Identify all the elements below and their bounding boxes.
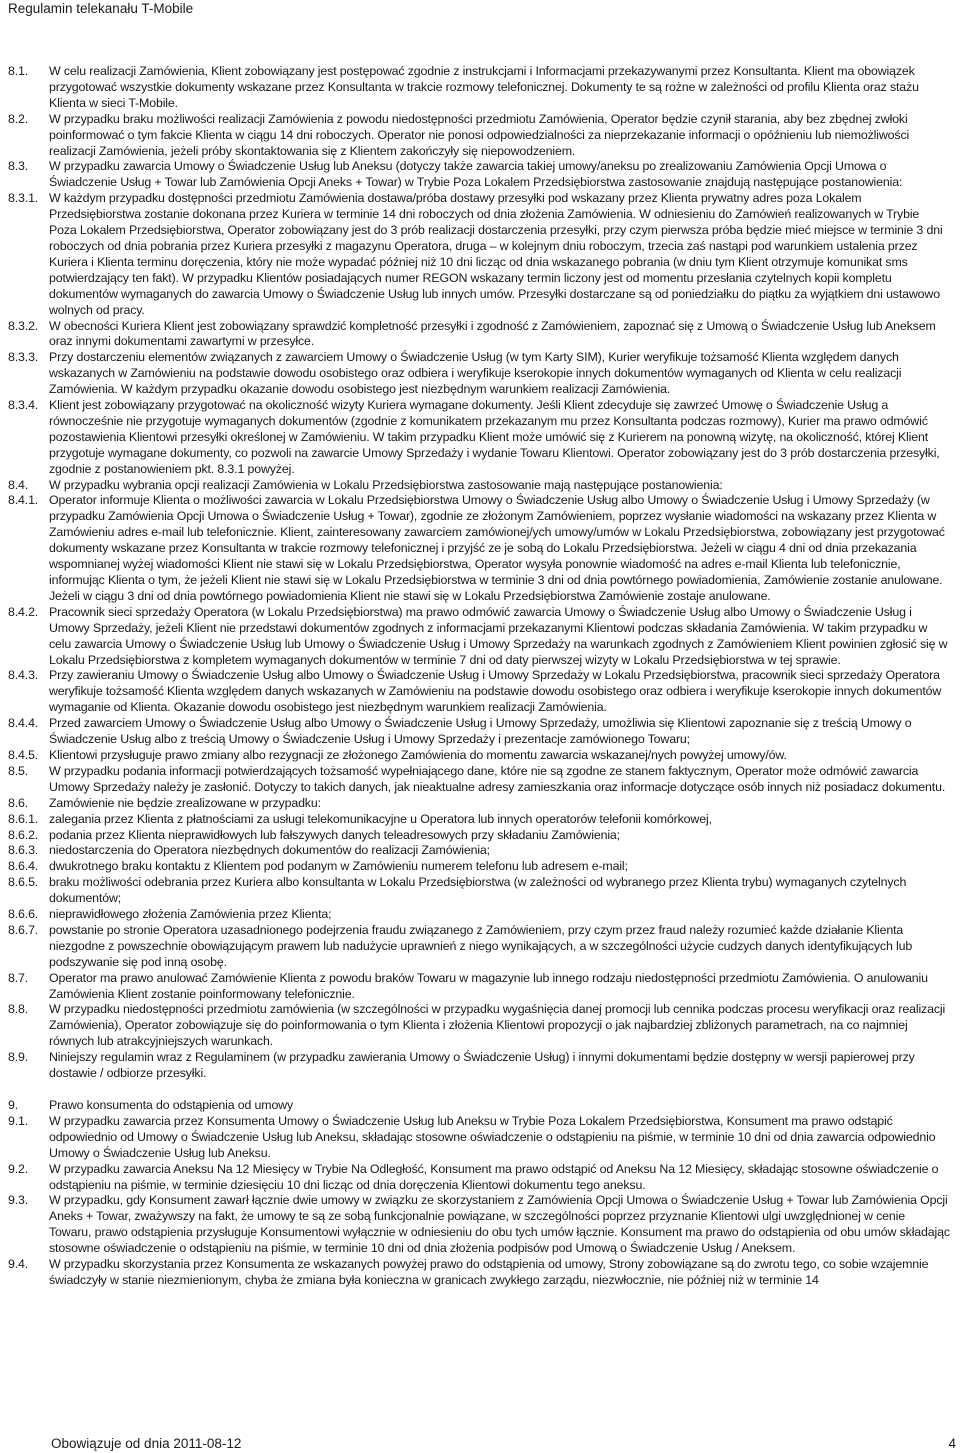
clause-text: braku możliwości odebrania przez Kuriera albo konsultanta w Lokalu Przedsiębiorstwa (w zależności od wybranego przez Klienta trybu) wymaganych czytelnych dokumentów; — [49, 875, 907, 906]
clause-number: 8.4.1. — [8, 493, 39, 508]
clause-text: W przypadku zawarcia Aneksu Na 12 Miesięcy w Trybie Na Odległość, Konsument ma prawo odstąpić od Aneksu Na 12 Miesięcy, składając stosowne oświadczenie o odstąpieniu na piśmie, w terminie dziesięciu 10 dni licząc od dnia doręczenia Klientowi dokumentu tego aneksu. — [49, 1161, 939, 1192]
clause-item — [8, 796, 950, 812]
clause-number: 8.6.4. — [8, 859, 39, 874]
clause-text: Operator ma prawo anulować Zamówienie Klienta z powodu braków Towaru w magazynie lub innego rodzaju niedostępności przedmiotu Zamówienia. O anulowaniu Zamówienia Klient zostanie poinformowany telefonicznie. — [49, 970, 928, 1001]
clause-number: 9. — [8, 1098, 19, 1112]
clause-item — [8, 159, 950, 191]
clause-number: 9.1. — [8, 1113, 29, 1128]
regulation-body — [8, 64, 950, 1289]
clause-number: 8.3.1. — [8, 191, 39, 206]
clause-text: nieprawidłowego złożenia Zamówienia przez Klienta; — [49, 907, 332, 922]
clause-number: 8.6.2. — [8, 827, 39, 842]
clause-text: W przypadku niedostępności przedmiotu zamówienia (w szczególności w przypadku wygaśnięcia danej promocji lub cennika podczas procesu weryfikacji oraz realizacji Zamówienia), Operator zobowiązuje się do poinformowania o tym Klienta i złożenia Klientowi propozycji o jak najbardziej zbliżonych parametrach, na co najmniej równych lub atrakcyjniejszych warunkach. — [49, 1002, 946, 1049]
clause-number: 8.3.4. — [8, 398, 39, 413]
clause-text: dwukrotnego braku kontaktu z Klientem pod podanym w Zamówieniu numerem telefonu lub adresem e-mail; — [49, 859, 628, 874]
clause-item — [8, 1257, 950, 1289]
document-title: Regulamin telekanału T-Mobile — [8, 1, 194, 16]
clause-text: W przypadku zawarcia Umowy o Świadczenie Usług lub Aneksu (dotyczy także zawarcia takiej umowy/aneksu po zrealizowaniu Zamówienia Opcji Umowa o Świadczenie Usług + Towar lub Zamówienia Opcji Aneks + Towar) w Trybie Poza Lokalem Przedsiębiorstwa zastosowanie znajdują następujące postanowienia: — [49, 159, 903, 190]
clause-number: 8.4.3. — [8, 668, 39, 683]
clause-item — [8, 1098, 950, 1114]
clause-item — [8, 1193, 950, 1257]
clause-number: 8.4.5. — [8, 747, 39, 762]
clause-item — [8, 875, 950, 907]
clause-number: 8.6.3. — [8, 843, 39, 858]
clause-item — [8, 493, 950, 604]
clause-item — [8, 716, 950, 748]
clause-item — [8, 1002, 950, 1050]
page-footer — [0, 1434, 960, 1453]
clause-number: 9.2. — [8, 1161, 29, 1176]
clause-text: Klient jest zobowiązany przygotować na okoliczność wizyty Kuriera wymagane dokumenty. Jeśli Klient zdecyduje się zawrzeć Umowę o Świadczenie Usług a równocześnie nie przygotuje wymaganych dokumentów (zgodnie z komunikatem przekazanym mu przez Konsultanta podczas rozmowy), Kurier ma prawo odmówić pozostawienia Klientowi przesyłki określonej w Zamówieniu. W takim przypadku Klient może umówić się z Kurierem na ponowną wizytę, na okoliczność, której Klient przygotuje wymagane dokumenty, co pozwoli na zawarcie Umowy Sprzedaży i wydanie Towaru Klientowi. Operator zobowiązany jest do 3 prób dostarczenia przesyłki, zgodnie z postanowieniem pkt. 8.3.1 powyżej. — [49, 398, 940, 476]
clause-item — [8, 764, 950, 796]
clause-item — [8, 748, 950, 764]
clause-number: 8.7. — [8, 970, 29, 985]
clause-item — [8, 605, 950, 669]
clause-item — [8, 1050, 950, 1082]
clause-number: 8.1. — [8, 64, 29, 78]
clause-item — [8, 112, 950, 160]
clause-number: 8.6.6. — [8, 907, 39, 922]
clause-number: 8.6.1. — [8, 811, 39, 826]
clause-text: Pracownik sieci sprzedaży Operatora (w Lokalu Przedsiębiorstwa) ma prawo odmówić zawarcia Umowy o Świadczenie Usług albo Umowy o Świadczenie Usług i Umowy Sprzedaży, jeżeli Klient nie przedstawi dokumentów zgodnych z informacjami przekazanymi Klientowi podczas składania Zamówienia. W takim przypadku w celu zawarcia Umowy o Świadczenie Usług lub Umowy o Świadczenie Usług i Umowy Sprzedaży na warunkach zgodnych z Zamówieniem Klient powinien zgłosić się w Lokalu Przedsiębiorstwa z kompletem wymaganych dokumentów w terminie 7 dni od daty pierwszej wizyty w Lokalu Przedsiębiorstwa w tej sprawie. — [49, 604, 948, 667]
clause-text: W celu realizacji Zamówienia, Klient zobowiązany jest postępować zgodnie z instrukcjami i Informacjami przekazywanymi przez Konsultanta. Klient ma obowiązek przygotować wszystkie dokumenty wskazane przez Konsultanta w trakcie rozmowy telefonicznej. Dokumenty te są rożne w zależności od profilu Klienta oraz stażu Klienta w sieci T-Mobile. — [49, 64, 919, 110]
clause-number: 8.8. — [8, 1002, 29, 1017]
clause-item — [8, 923, 950, 971]
clause-text: podania przez Klienta nieprawidłowych lub fałszywych danych teleadresowych przy składaniu Zamówienia; — [49, 827, 620, 842]
clause-item — [8, 971, 950, 1003]
clause-number: 8.4. — [8, 477, 29, 492]
clause-text: Przy zawieraniu Umowy o Świadczenie Usług albo Umowy o Świadczenie Usług i Umowy Sprzedaży w Lokalu Przedsiębiorstwa, pracownik sieci sprzedaży Operatora weryfikuje tożsamość Klienta względem danych wskazanych w Zamówieniu na podstawie dowodu osobistego oraz odbiera i weryfikuje kserokopie innych dokumentów wymaganie od Klienta. Okazanie dowodu osobistego jest niezbędnym warunkiem realizacji Zamówienia. — [49, 668, 942, 715]
clause-text: W przypadku wybrania opcji realizacji Zamówienia w Lokalu Przedsiębiorstwa zastosowanie mają następujące postanowienia: — [49, 477, 723, 492]
clause-text: Przy dostarczeniu elementów związanych z zawarciem Umowy o Świadczenie Usług (w tym Karty SIM), Kurier weryfikuje tożsamość Klienta względem danych wskazanych w Zamówieniu na podstawie dowodu osobistego oraz odbiera i weryfikuje kserokopie innych dokumentów wymaganych od Klienta w celu realizacji Zamówienia. W każdym przypadku okazanie dowodu osobistego jest niezbędnym warunkiem realizacji Zamówienia. — [49, 350, 902, 397]
clause-item — [8, 319, 950, 351]
clause-text: W przypadku braku możliwości realizacji Zamówienia z powodu niedostępności przedmiotu Zamówienia, Operator będzie czynił starania, aby bez zbędnej zwłoki poinformować o tym fakcie Klienta w ciągu 14 dni roboczych. Operator nie ponosi odpowiedzialności za nieprzekazanie informacji o opóźnieniu lub niemożliwości realizacji Zamówienia, jeżeli próby skontaktowania się z Klientem zakończyły się niepowodzeniem. — [49, 111, 910, 158]
clause-text: W przypadku, gdy Konsument zawarł łącznie dwie umowy w związku ze skorzystaniem z Zamówienia Opcji Umowa o Świadczenie Usług + Towar lub Zamówienia Opcji Aneks + Towar, zważywszy na fakt, że umowy te są ze sobą funkcjonalnie powiązane, w szczególności poprzez przyznanie Klientowi ulgi uwzględnionej w cenie Towaru, prawo odstąpienia przysługuje Konsumentowi wyłącznie w odniesieniu do obu tych umów łącznie. Konsument ma prawo do odstąpienia od obu umów składając stosowne oświadczenie o odstąpieniu na piśmie, w terminie 10 dni od dnia złożenia podpisów pod Umową o Świadczenie Usług / Aneksem. — [49, 1193, 950, 1256]
clause-text: W każdym przypadku dostępności przedmiotu Zamówienia dostawa/próba dostawy przesyłki pod wskazany przez Klienta prywatny adres poza Lokalem Przedsiębiorstwa zostanie dokonana przez Kuriera w terminie 14 dni roboczych od dnia złożenia Zamówienia. W odniesieniu do Zamówień realizowanych w Trybie Poza Lokalem Przedsiębiorstwa, Operator zobowiązany jest do 3 prób realizacji dostarczenia przesyłki, przy czym pierwsza próba będzie mieć miejsce w terminie 3 dni roboczych od dnia pobrania przez Kuriera przesyłki z magazynu Operatora, druga – w kolejnym dniu roboczym, trzecia zaś nastąpi pod warunkiem ustalenia przez Kuriera i Klienta terminu doręczenia, który nie może wypadać później niż 10 dni licząc od dnia wskazanego pobrania (w dniu tym Klient otrzymuje komunikat sms potwierdzający ten fakt). W przypadku Klientów posiadających numer REGON wskazany termin liczony jest od momentu przesłania czytelnych kopii kompletu dokumentów wymaganych do zawarcia Umowy o Świadczenie Usług lub innych umów. Przesyłki dostarczane są od poniedziałku do piątku za wyjątkiem dni ustawowo wolnych od pracy. — [49, 191, 943, 317]
clause-number: 8.4.2. — [8, 604, 39, 619]
clause-number: 8.3.3. — [8, 350, 39, 365]
document-header — [8, 0, 193, 18]
clause-text: Przed zawarciem Umowy o Świadczenie Usług albo Umowy o Świadczenie Usług i Umowy Sprzedaży, umożliwia się Klientowi zapoznanie się z treścią Umowy o Świadczenie Usług albo z treścią Umowy o Świadczenie Usług i Umowy Sprzedaży i prezentacje zamówionego Towaru; — [49, 716, 912, 747]
clause-item — [8, 191, 950, 318]
clause-item — [8, 812, 950, 828]
clause-text: Zamówienie nie będzie zrealizowane w przypadku: — [49, 795, 321, 810]
clause-item — [8, 859, 950, 875]
clause-text: W przypadku podania informacji potwierdzających tożsamość wypełniającego dane, które nie są zgodne ze stanem faktycznym, Operator może odmówić zawarcia Umowy Sprzedaży należy je zasłonić. Dotyczy to takich danych, jak nieaktualne adresy zamieszkania oraz informacje dotyczące osób innych niż posiadacz dokumentu. — [49, 763, 946, 794]
clause-item — [8, 1162, 950, 1194]
clause-number: 8.6.7. — [8, 922, 39, 937]
clause-text: W przypadku zawarcia przez Konsumenta Umowy o Świadczenie Usług lub Aneksu w Trybie Poza Lokalem Przedsiębiorstwa, Konsument ma prawo odstąpić odpowiednio od Umowy o Świadczenie Usług lub Aneksu, składając stosowne oświadczenie o odstąpieniu na piśmie, w terminie 10 dni od dnia zawarcia odpowiednio Umowy o Świadczenie Usług lub Aneksu. — [49, 1113, 936, 1160]
clause-number: 9.3. — [8, 1193, 29, 1208]
clause-number: 8.5. — [8, 763, 29, 778]
clause-item — [8, 907, 950, 923]
clause-number: 8.6. — [8, 795, 29, 810]
clause-number: 8.2. — [8, 111, 29, 126]
clause-item — [8, 668, 950, 716]
page-number: 4 — [948, 1436, 956, 1451]
clause-item — [8, 828, 950, 844]
clause-text: Niniejszy regulamin wraz z Regulaminem (w przypadku zawierania Umowy o Świadczenie Usług) i innymi dokumentami będzie dostępny w wersji papierowej przy dostawie / odbiorze przesyłki. — [49, 1050, 915, 1081]
clause-item — [8, 1114, 950, 1162]
clause-item — [8, 843, 950, 859]
clause-text: niedostarczenia do Operatora niezbędnych dokumentów do realizacji Zamówienia; — [49, 843, 490, 858]
clause-item — [8, 350, 950, 398]
clause-text: Operator informuje Klienta o możliwości zawarcia w Lokalu Przedsiębiorstwa Umowy o Świadczenie Usług albo Umowy o Świadczenie Usług i Umowy Sprzedaży (w przypadku Zamówienia Opcji Umowa o Świadczenie Usług + Towar), zgodnie ze złożonym Zamówieniem, poprzez wysłanie wiadomości na wskazany przez Klienta w Zamówieniu adres e-mail lub telefonicznie. Klient, zainteresowany zawarciem zamówionej/ych umowy/umów w Lokalu Przedsiębiorstwa, zobowiązany jest przygotować dokumenty wskazane przez Konsultanta w trakcie rozmowy telefonicznej i przyjść ze je sobą do Lokalu Przedsiębiorstwa. Jeżeli w ciągu 4 dni od dnia przekazania wspomnianej wyżej wiadomości Klient nie stawi się w Lokalu Przedsiębiorstwa, Operator wysyła ponownie wiadomość na adres e-mail Klienta lub telefonicznie, informując Klienta o tym, że jeżeli Klient nie stawi się w Lokalu Przedsiębiorstwa w terminie 3 dni od dnia powtórnego powiadomienia, Zamówienie zostanie anulowane. Jeżeli w ciągu 3 dni od dnia powtórnego powiadomienia Klient nie stawi się w Lokalu Przedsiębiorstwa Zamówienie zostaje anulowane. — [49, 493, 945, 603]
clause-item — [8, 64, 950, 112]
clause-number: 8.4.4. — [8, 716, 39, 731]
clause-text: Klientowi przysługuje prawo zmiany albo rezygnacji ze złożonego Zamówienia do momentu zawarcia wskazanej/nych powyżej umowy/ów. — [49, 747, 787, 762]
clause-number: 9.4. — [8, 1257, 29, 1272]
clause-text: W przypadku skorzystania przez Konsumenta ze wskazanych powyżej prawo do odstąpienia od umowy, Strony zobowiązane są do zwrotu tego, co sobie wzajemnie świadczyły w stanie niezmienionym, chyba że zmiana była konieczna w granicach zwykłego zarządu, niezwłocznie, nie później niż w terminie 14 — [49, 1257, 929, 1287]
clause-item — [8, 398, 950, 478]
clause-number: 8.6.5. — [8, 875, 39, 890]
clause-item — [8, 478, 950, 494]
clause-text: powstanie po stronie Operatora uzasadnionego podejrzenia fraudu związanego z Zamówieniem, przy czym przez fraud należy rozumieć każde działanie Klienta niezgodne z powszechnie obowiązującym prawem lub nadużycie uprawnień z niego wynikających, a w szczególności użycie cudzych danych identyfikujących lub podszywanie się pod inną osobę. — [49, 922, 913, 969]
clause-number: 8.3. — [8, 159, 29, 174]
clause-number: 8.9. — [8, 1050, 29, 1065]
clause-number: 8.3.2. — [8, 318, 39, 333]
clause-text: W obecności Kuriera Klient jest zobowiązany sprawdzić kompletność przesyłki i zgodność z Zamówieniem, zapoznać się z Umową o Świadczenie Usług lub Aneksem oraz innymi dokumentami zawartymi w przesyłce. — [49, 318, 936, 349]
clause-text: Prawo konsumenta do odstąpienia od umowy — [49, 1098, 294, 1112]
effective-date: Obowiązuje od dnia 2011-08-12 — [51, 1436, 242, 1451]
clause-text: zalegania przez Klienta z płatnościami za usługi telekomunikacyjne u Operatora lub innych operatorów telefonii komórkowej, — [49, 811, 712, 826]
